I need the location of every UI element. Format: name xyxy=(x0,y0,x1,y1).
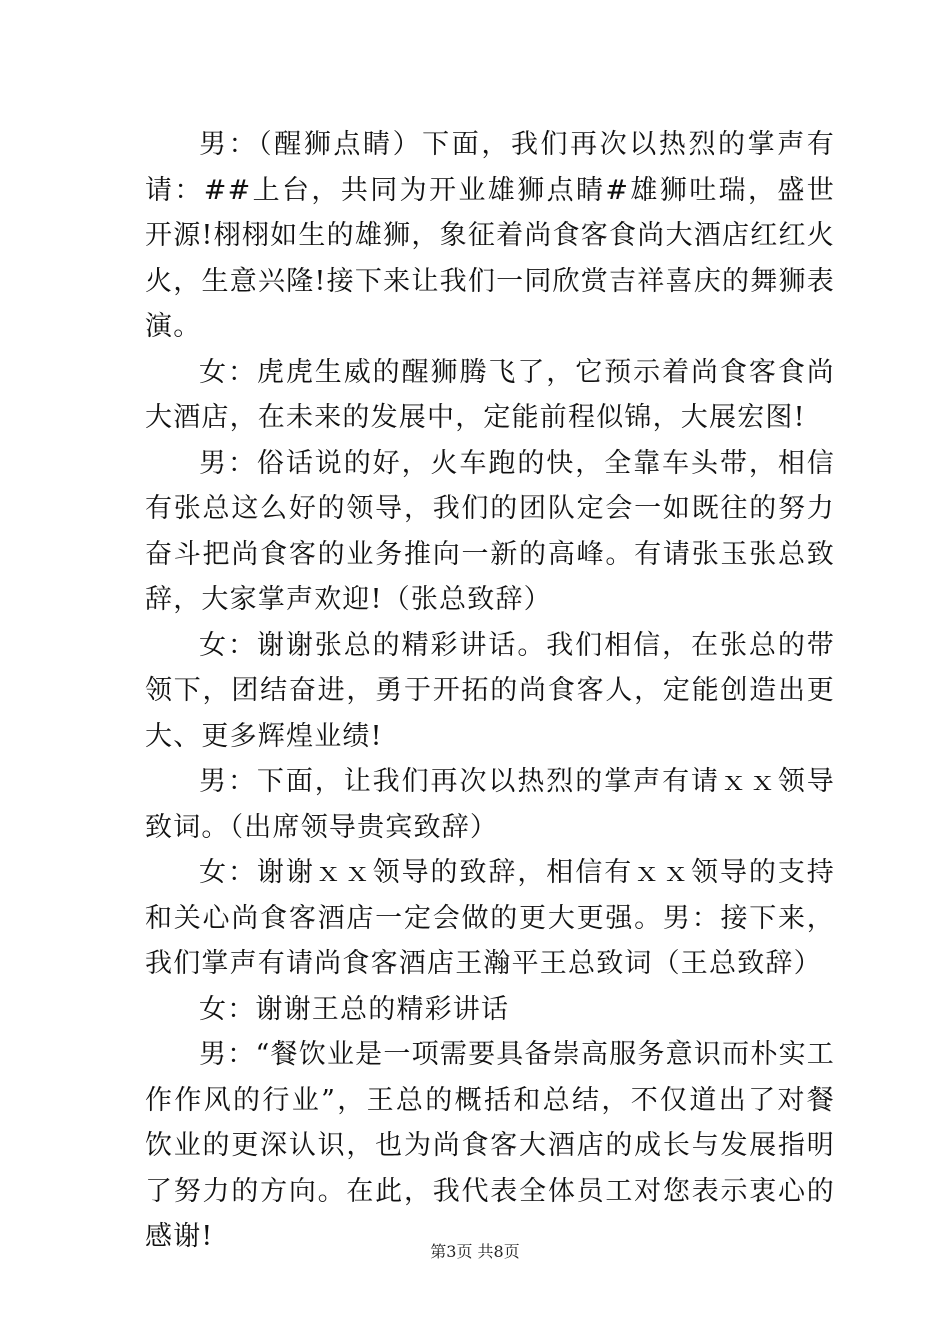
paragraph-1: 男：（醒狮点睛）下面，我们再次以热烈的掌声有请：##上台，共同为开业雄狮点睛#雄狮吐瑞，盛世开源!栩栩如生的雄狮，象征着尚食客食尚大酒店红红火火，生意兴隆!接下来让我们一同欣赏吉祥喜庆的舞狮表演。 xyxy=(145,129,835,342)
paragraph-4: 女：谢谢张总的精彩讲话。我们相信，在张总的带领下，团结奋进，勇于开拓的尚食客人，定能创造出更大、更多辉煌业绩! xyxy=(145,629,835,752)
document-body xyxy=(145,122,835,1260)
paragraph-5: 男：下面，让我们再次以热烈的掌声有请ｘｘ领导致词。（出席领导贵宾致辞） xyxy=(145,766,835,843)
page-footer xyxy=(0,1242,950,1262)
paragraph-6: 女：谢谢ｘｘ领导的致辞，相信有ｘｘ领导的支持和关心尚食客酒店一定会做的更大更强。男：接下来，我们掌声有请尚食客酒店王瀚平王总致词（王总致辞） xyxy=(145,857,835,979)
paragraph-3: 男：俗话说的好，火车跑的快，全靠车头带，相信有张总这么好的领导，我们的团队定会一如既往的努力奋斗把尚食客的业务推向一新的高峰。有请张玉张总致辞，大家掌声欢迎!（张总致辞） xyxy=(145,447,835,615)
paragraph-8: 男：“餐饮业是一项需要具备崇高服务意识而朴实工作作风的行业”，王总的概括和总结，不仅道出了对餐饮业的更深认识，也为尚食客大酒店的成长与发展指明了努力的方向。在此，我代表全体员工对您表示衷心的感谢! xyxy=(145,1039,835,1252)
page-number: 第3页 共8页 xyxy=(430,1242,520,1261)
paragraph-7: 女：谢谢王总的精彩讲话 xyxy=(199,993,510,1025)
paragraph-2: 女：虎虎生威的醒狮腾飞了，它预示着尚食客食尚大酒店，在未来的发展中，定能前程似锦，大展宏图! xyxy=(145,356,835,433)
